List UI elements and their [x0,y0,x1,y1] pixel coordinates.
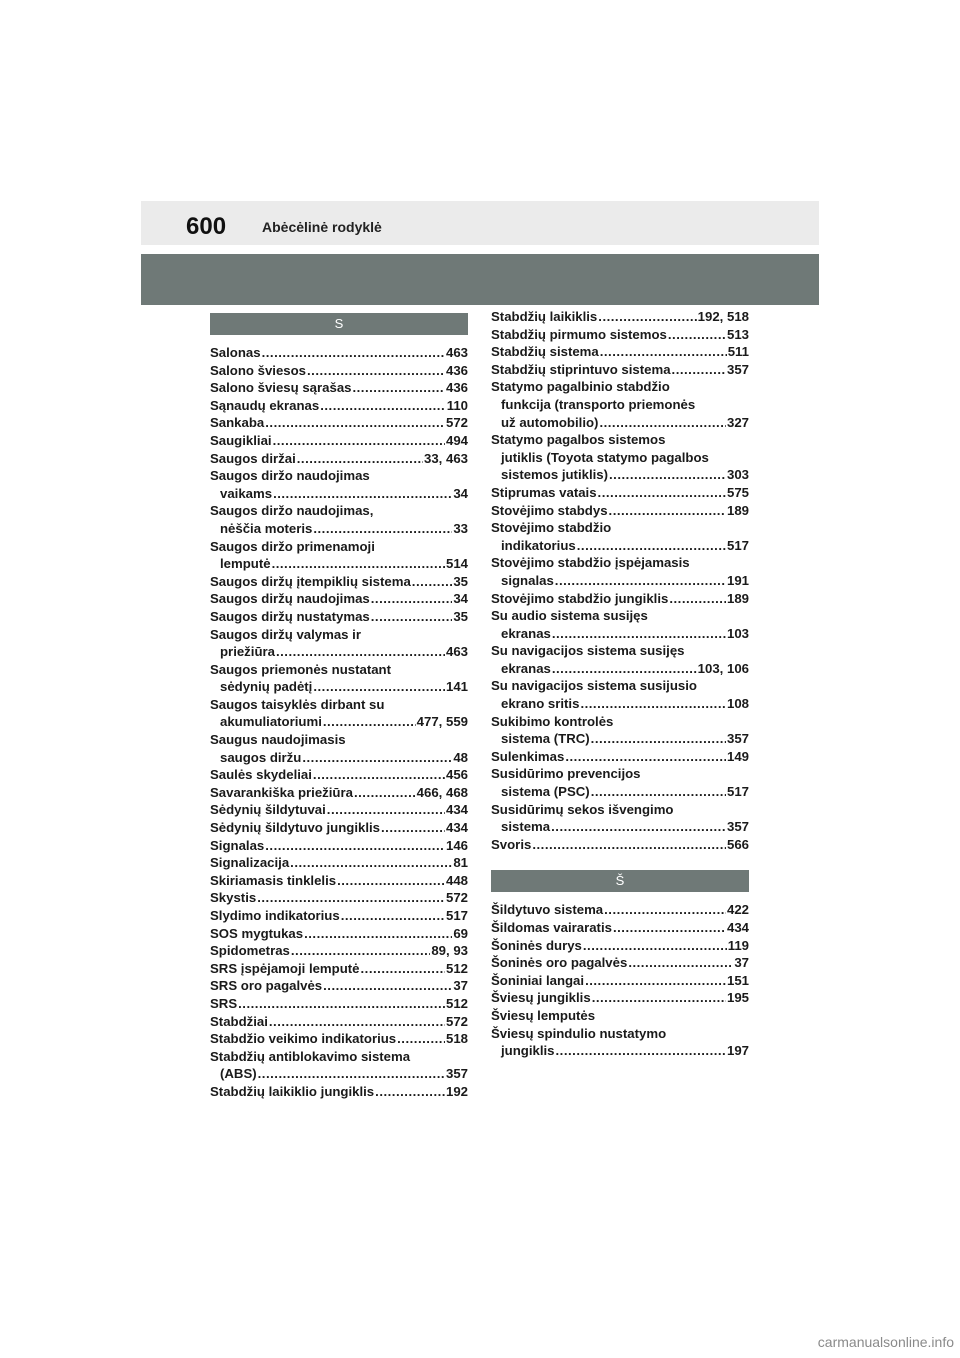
entry-term: (ABS) [220,1066,257,1082]
leader-dots [669,590,726,608]
entry-page-ref: 303 [726,467,749,483]
entry-term: Šviesų jungiklis [491,990,591,1006]
leader-dots [272,555,445,573]
index-entry [210,502,468,537]
entry-term: Salono šviesų sąrašas [210,380,352,396]
index-entry [210,1083,468,1101]
entry-page-ref: 197 [726,1043,749,1059]
entry-term: Skiriamasis tinklelis [210,872,337,888]
leader-dots [598,308,696,326]
leader-dots [599,414,726,432]
entry-page-ref: 327 [726,414,749,430]
leader-dots [552,660,697,678]
entry-term: saugos diržu [220,749,302,765]
entry-page-ref: 422 [726,902,749,918]
entry-page-ref: 436 [445,380,468,396]
index-entry [210,837,468,855]
index-entry [491,713,749,748]
index-entry [491,554,749,589]
entry-page-ref: 33 [453,520,468,536]
entry-term: ekrano sritis [501,696,580,712]
page-title: Abėcėlinė rodyklė [262,219,382,235]
leader-dots [323,713,416,731]
index-entry [210,661,468,696]
index-entry [491,519,749,554]
section-entries-s [210,344,468,1101]
entry-term: SRS oro pagalvės [210,978,323,994]
entry-term: Saugos diržo naudojimas, [210,503,374,519]
entry-page-ref: 463 [445,644,468,660]
leader-dots [668,326,726,344]
index-entry [491,431,749,484]
entry-term: jutiklis (Toyota statymo pagalbos [501,449,709,465]
entry-page-ref: 494 [445,432,468,448]
entry-term: ekranas [501,660,551,676]
entry-page-ref: 456 [445,767,468,783]
leader-dots [265,837,445,855]
leader-dots [352,379,445,397]
leader-dots [565,748,726,766]
leader-dots [397,1030,445,1048]
entry-term: Svoris [491,836,532,852]
index-entry [210,696,468,731]
entry-term: Statymo pagalbos sistemos [491,432,666,448]
entry-page-ref: 35 [453,608,468,624]
leader-dots [320,397,446,415]
entry-term: Skystis [210,890,257,906]
index-entry [491,343,749,361]
entry-term: Saugos diržo naudojimas [210,468,370,484]
entry-term: Slydimo indikatorius [210,908,340,923]
index-entry [210,872,468,890]
index-entry [491,937,749,955]
leader-dots [556,1042,726,1060]
entry-term: Saugos diržo primenamoji [210,538,375,554]
entry-page-ref: 34 [453,485,468,501]
entry-page-ref: 575 [726,484,749,500]
index-entry [491,590,749,608]
entry-term: Stiprumas vatais [491,484,597,500]
entry-term: už automobilio) [501,414,599,430]
entry-page-ref: 572 [445,1013,468,1029]
entry-term: Saugos diržų įtempiklių sistema [210,573,411,589]
index-entry [491,361,749,379]
leader-dots [341,907,445,925]
index-entry [491,642,749,677]
entry-term: jungiklis [501,1043,555,1059]
entry-term: Stovėjimo stabdžio [491,520,612,536]
leader-dots [327,801,445,819]
entry-term: sistema [501,819,551,835]
index-entry [210,414,468,432]
index-entry [491,502,749,520]
index-entry [210,995,468,1013]
leader-dots [577,537,726,555]
leader-dots [381,819,445,837]
index-entry [491,308,749,326]
leader-dots [302,749,452,767]
entry-term: Signalas [210,837,265,853]
leader-dots [585,972,726,990]
entry-term: Stabdžiai [210,1013,268,1029]
entry-term: Sąnaudų ekranas [210,397,320,413]
entry-term: sėdynių padėtį [220,679,313,695]
leader-dots [297,450,423,468]
index-entry [210,379,468,397]
entry-page-ref: 192, 518 [697,309,749,324]
index-entry [491,326,749,344]
entry-term: Šviesų spindulio nustatymo [491,1025,667,1041]
index-entry [491,972,749,990]
index-entry [491,677,749,712]
leader-dots [591,730,726,748]
index-entry [210,977,468,995]
entry-term: SRS įspėjamoji lemputė [210,960,360,976]
index-entry [210,784,468,802]
entry-page-ref: 37 [734,955,749,971]
entry-term: SRS [210,995,238,1011]
entry-term: Susidūrimų sekos išvengimo [491,801,674,817]
leader-dots [291,942,430,960]
entry-term: Salonas [210,345,261,360]
index-entry [210,344,468,362]
entry-page-ref: 512 [445,960,468,976]
entry-term: Sukibimo kontrolės [491,713,614,729]
entry-term: Šoninės durys [491,937,582,953]
entry-term: Su audio sistema susijęs [491,608,648,624]
entry-page-ref: 513 [726,326,749,342]
entry-term: akumuliatoriumi [220,714,322,730]
entry-page-ref: 103 [726,625,749,641]
leader-dots [583,937,727,955]
entry-page-ref: 566 [726,836,749,852]
index-entry [210,608,468,626]
entry-page-ref: 357 [445,1066,468,1082]
entry-term: Stovėjimo stabdys [491,502,608,518]
entry-term: Sankaba [210,415,265,431]
leader-dots [304,925,452,943]
leader-dots [604,901,726,919]
section-letter-s: S [210,313,468,335]
leader-dots [354,784,416,802]
entry-term: Šoninės oro pagalvės [491,955,628,971]
leader-dots [273,432,445,450]
entry-page-ref: 572 [445,890,468,906]
leader-dots [552,625,726,643]
entry-term: Stabdžių pirmumo sistemos [491,326,667,342]
index-entry [210,731,468,766]
entry-page-ref: 434 [726,920,749,935]
page-number: 600 [186,213,227,240]
index-entry [210,590,468,608]
leader-dots [555,572,726,590]
leader-dots [600,343,727,361]
index-entry [491,378,749,431]
leader-dots [672,361,726,379]
entry-term: Šildytuvo sistema [491,902,604,918]
leader-dots [412,573,453,591]
leader-dots [238,995,445,1013]
index-entry [210,889,468,907]
entry-term: sistema (PSC) [501,784,590,800]
leader-dots [609,502,726,520]
index-entry [210,819,468,837]
index-entry [210,1048,468,1083]
entry-term: ekranas [501,625,551,641]
index-entry [210,432,468,450]
index-entry [210,573,468,591]
leader-dots [313,678,445,696]
entry-term: Stabdžių laikiklis [491,309,598,324]
leader-dots [591,783,726,801]
index-entry [491,901,749,919]
entry-term: Stabdžių stiprintuvo sistema [491,361,671,377]
entry-page-ref: 357 [726,361,749,377]
entry-term: Sėdynių šildytuvai [210,802,326,818]
entry-page-ref: 436 [445,362,468,378]
index-entry [491,801,749,836]
entry-term: Statymo pagalbinio stabdžio [491,379,670,395]
entry-term: sistemos jutiklis) [501,467,609,483]
leader-dots [265,414,445,432]
entry-page-ref: 514 [445,556,468,572]
section-letter-s-caron: Š [491,870,749,892]
entry-page-ref: 448 [445,872,468,888]
leader-dots [290,854,452,872]
leader-dots [609,466,726,484]
index-entry [210,450,468,468]
entry-term: signalas [501,572,554,588]
index-entry [491,607,749,642]
entry-page-ref: 512 [445,995,468,1011]
entry-page-ref: 48 [453,749,468,765]
entry-term: priežiūra [220,644,275,660]
index-entry [491,748,749,766]
index-entry [210,397,468,415]
entry-term: vaikams [220,485,273,501]
entry-page-ref: 463 [445,345,468,360]
leader-dots [613,919,726,937]
leader-dots [532,836,726,854]
entry-page-ref: 517 [726,784,749,800]
entry-page-ref: 434 [445,820,468,836]
index-entry [210,801,468,819]
entry-term: Saugos diržai [210,450,296,466]
entry-page-ref: 89, 93 [431,943,468,959]
index-column-right [491,308,749,1060]
entry-page-ref: 108 [726,696,749,712]
index-entry [210,907,468,925]
entry-page-ref: 103, 106 [697,660,749,676]
index-entry [491,1025,749,1060]
index-entry [491,836,749,854]
entry-term: Saugikliai [210,432,272,448]
entry-page-ref: 466, 468 [416,784,468,800]
entry-term: Stabdžio veikimo indikatorius [210,1031,397,1047]
entry-term: Saugos diržų naudojimas [210,591,370,607]
index-entry [210,538,468,573]
entry-page-ref: 119 [727,937,749,953]
entry-page-ref: 33, 463 [424,450,468,466]
index-entry [210,854,468,872]
entry-term: Stabdžių laikiklio jungiklis [210,1083,375,1099]
leader-dots [598,484,726,502]
index-entry [210,925,468,943]
entry-term: Sulenkimas [491,748,565,764]
entry-term: lemputė [220,556,271,572]
leader-dots [262,344,445,362]
entry-term: Sėdynių šildytuvo jungiklis [210,820,381,836]
entry-term: Šviesų lemputės [491,1007,596,1023]
section-entries-s-caron [491,901,749,1059]
leader-dots [313,766,445,784]
entry-page-ref: 517 [445,908,468,923]
entry-term: indikatorius [501,537,576,553]
header-bar [141,254,819,305]
entry-page-ref: 511 [727,344,749,360]
entry-term: Saulės skydeliai [210,767,312,783]
leader-dots [323,977,452,995]
leader-dots [371,608,453,626]
entry-page-ref: 149 [726,748,749,764]
entry-term: Stovėjimo stabdžio įspėjamasis [491,555,690,571]
entry-page-ref: 357 [726,731,749,747]
index-column-left [210,313,468,1101]
leader-dots [371,590,453,608]
entry-term: Saugus naudojimasis [210,732,346,748]
entry-term: Su navigacijos sistema susijęs [491,643,685,659]
leader-dots [276,643,445,661]
entry-page-ref: 192 [445,1083,468,1099]
entry-page-ref: 477, 559 [416,714,468,730]
entry-term: sistema (TRC) [501,731,590,747]
section-entries-s-continued [491,308,749,853]
leader-dots [551,818,726,836]
entry-page-ref: 81 [453,855,468,871]
leader-dots [257,889,445,907]
entry-term: Savarankiška priežiūra [210,784,353,800]
entry-term: Saugos taisyklės dirbant su [210,696,385,712]
entry-page-ref: 434 [445,802,468,818]
leader-dots [269,1013,445,1031]
entry-term: Stovėjimo stabdžio jungiklis [491,590,669,606]
entry-page-ref: 141 [445,679,468,695]
leader-dots [313,520,452,538]
entry-page-ref: 518 [445,1031,468,1047]
leader-dots [580,695,726,713]
entry-page-ref: 572 [445,415,468,431]
entry-term: funkcija (transporto priemonės [501,396,696,412]
entry-page-ref: 37 [453,978,468,994]
index-entry [210,766,468,784]
entry-term: Saugos diržų nustatymas [210,608,370,624]
leader-dots [628,954,733,972]
index-entry [210,1030,468,1048]
leader-dots [592,989,726,1007]
leader-dots [307,362,445,380]
top-band [141,201,819,245]
entry-page-ref: 357 [726,819,749,835]
index-entry [491,1007,749,1025]
entry-page-ref: 195 [726,990,749,1006]
index-entry [210,362,468,380]
entry-term: Salono šviesos [210,362,307,378]
entry-page-ref: 191 [726,572,749,588]
entry-term: SOS mygtukas [210,925,304,941]
entry-term: Šoniniai langai [491,972,585,988]
leader-dots [375,1083,445,1101]
entry-page-ref: 151 [726,972,749,988]
entry-term: Stabdžių antiblokavimo sistema [210,1048,411,1064]
index-entry [210,626,468,661]
entry-term: Signalizacija [210,855,290,871]
entry-page-ref: 110 [446,397,468,413]
entry-term: Stabdžių sistema [491,344,599,360]
index-entry [210,960,468,978]
entry-page-ref: 189 [726,590,749,606]
index-entry [491,954,749,972]
entry-page-ref: 69 [453,925,468,941]
entry-term: Saugos priemonės nustatant [210,661,391,677]
entry-term: Su navigacijos sistema susijusio [491,678,697,694]
entry-page-ref: 146 [445,837,468,853]
index-entry [210,1013,468,1031]
entry-term: Spidometras [210,943,290,959]
entry-page-ref: 189 [726,502,749,518]
index-entry [491,919,749,937]
leader-dots [361,960,445,978]
watermark: carmanualsonline.info [817,1334,954,1350]
entry-page-ref: 34 [453,591,468,607]
entry-page-ref: 35 [453,573,468,589]
entry-term: Susidūrimo prevencijos [491,766,641,782]
entry-term: Šildomas vairaratis [491,920,612,935]
index-entry [210,942,468,960]
leader-dots [258,1065,445,1083]
entry-term: Saugos diržų valymas ir [210,626,361,642]
index-entry [491,484,749,502]
leader-dots [337,872,445,890]
index-entry [491,989,749,1007]
entry-page-ref: 517 [726,537,749,553]
index-entry [491,765,749,800]
index-entry [210,467,468,502]
entry-term: nėščia moteris [220,520,313,536]
leader-dots [273,485,452,503]
